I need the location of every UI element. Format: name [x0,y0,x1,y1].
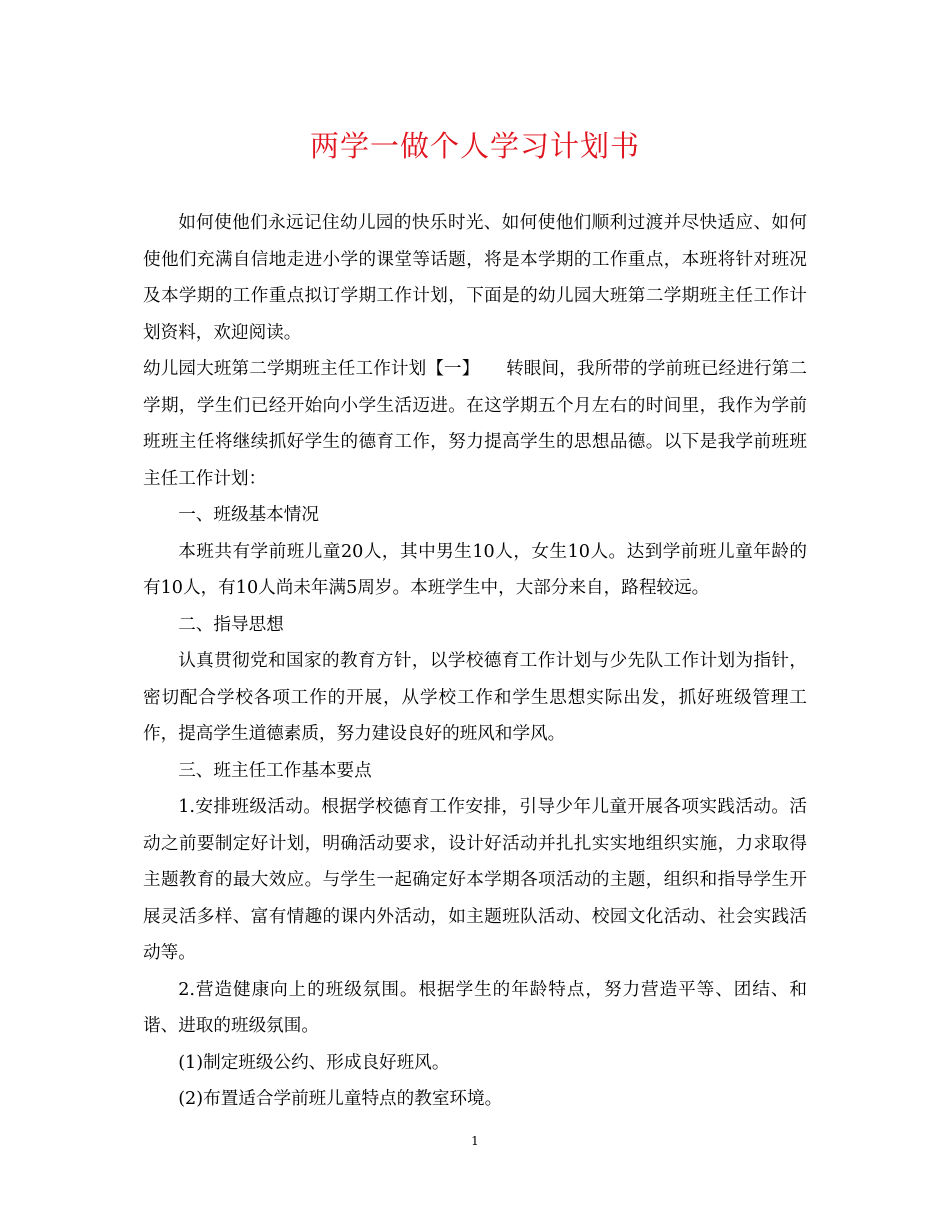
document-body [143,205,807,1118]
key-point-1-paragraph: 1.安排班级活动。根据学校德育工作安排，引导少年儿童开展各项实践活动。活动之前要制定好计划，明确活动要求，设计好活动并扎扎实实地组织实施，力求取得主题教育的最大效应。与学生一起确定好本学期各项活动的主题，组织和指导学生开展灵活多样、富有情趣的课内外活动，如主题班队活动、校园文化活动、社会实践活动等。 [143,797,807,963]
document-title: 两学一做个人学习计划书 [309,129,640,163]
section-heading-class-info: 一、班级基本情况 [178,505,319,525]
sub-item-1: (1)制定班级公约、形成良好班风。 [178,1052,450,1073]
intro-paragraph: 如何使他们永远记住幼儿园的快乐时光、如何使他们顺利过渡并尽快适应、如何使他们充满自信地走进小学的课堂等话题，将是本学期的工作重点，本班将针对班况及本学期的工作重点拟订学期工作计划，下面是的幼儿园大班第二学期班主任工作计划资料，欢迎阅读。 [143,213,807,343]
sub-item-2: (2)布置适合学前班儿童特点的教室环境。 [178,1089,503,1109]
section-heading-guiding-idea: 二、指导思想 [178,614,284,635]
page-number: 1 [471,1134,479,1148]
key-point-2-paragraph: 2.营造健康向上的班级氛围。根据学生的年龄特点，努力营造平等、团结、和谐、进取的班级氛围。 [143,979,807,1036]
section-heading-key-points: 三、班主任工作基本要点 [178,760,372,781]
guiding-idea-paragraph: 认真贯彻党和国家的教育方针，以学校德育工作计划与少先队工作计划为指针，密切配合学校各项工作的开展，从学校工作和学生思想实际出发，抓好班级管理工作，提高学生道德素质，努力建设良好的班风和学风。 [143,651,807,744]
plan-heading-paragraph: 幼儿园大班第二学期班主任工作计划【一】 转眼间，我所带的学前班已经进行第二学期，学生们已经开始向小学生活迈进。在这学期五个月左右的时间里，我作为学前班班主任将继续抓好学生的德育工作，努力提高学生的思想品德。以下是我学前班班主任工作计划： [143,359,807,489]
class-info-paragraph: 本班共有学前班儿童20人，其中男生10人，女生10人。达到学前班儿童年龄的有10人，有10人尚未年满5周岁。本班学生中，大部分来自，路程较远。 [143,541,807,598]
